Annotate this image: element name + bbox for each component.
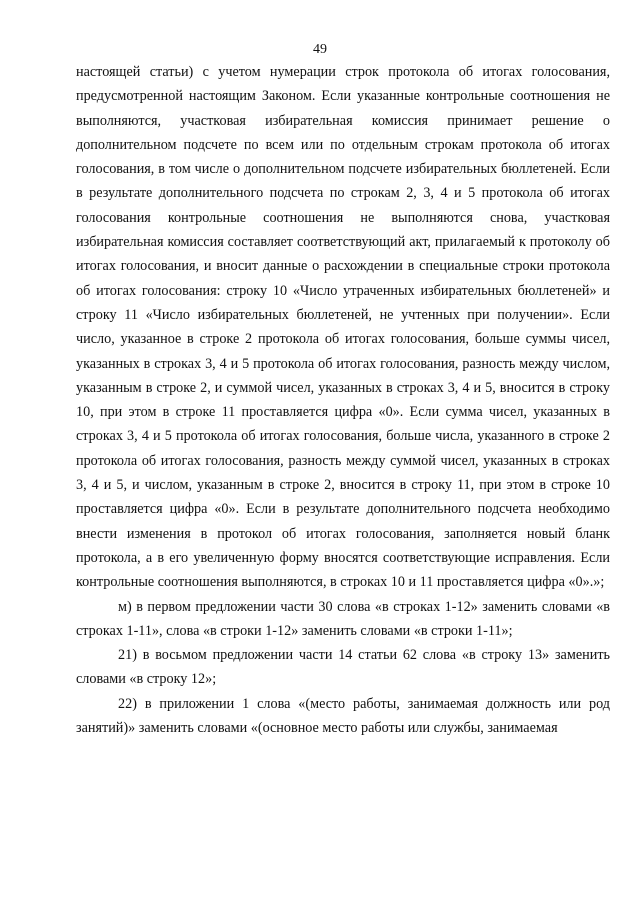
paragraph-item-m: м) в первом предложении части 30 слова «в строках 1-12» заменить словами «в строках 1-11», слова «в строки 1-12» заменить словами «в строки 1-11»; — [76, 598, 610, 639]
document-text — [76, 60, 610, 740]
paragraph-continued: настоящей статьи) с учетом нумерации строк протокола об итогах голосования, предусмотренной настоящим Законом. Если указанные контрольные соотношения не выполняются, участковая избирательная комиссия принимает решение о дополнительном подсчете по всем или по отдельным строкам протокола об итогах голосования, в том числе о дополнительном подсчете избирательных бюллетеней. Если в результате дополнительного подсчета по строкам 2, 3, 4 и 5 протокола об итогах голосования контрольные соотношения не выполняются снова, участковая избирательная комиссия составляет соответствующий акт, прилагаемый к протоколу об итогах голосования, и вносит данные о расхождении в специальные строки протокола об итогах голосования: строку 10 «Число утраченных избирательных бюллетеней» и строку 11 «Число избирательных бюллетеней, не учтенных при получении». Если число, указанное в строке 2 протокола об итогах голосования, больше суммы чисел, указанных в строках 3, 4 и 5 протокола об итогах голосования, разность между числом, указанным в строке 2, и суммой чисел, указанных в строках 3, 4 и 5, вносится в строку 10, при этом в строке 11 проставляется цифра «0». Если сумма чисел, указанных в строках 3, 4 и 5 протокола об итогах голосования, больше числа, указанного в строке 2 протокола об итогах голосования, разность между суммой чисел, указанных в строках 3, 4 и 5, и числом, указанным в строке 2, вносится в строку 11, при этом в строке 10 проставляется цифра «0». Если в результате дополнительного подсчета необходимо внести изменения в протокол об итогах голосования, заполняется новый бланк протокола, а в его увеличенную форму вносятся соответствующие исправления. Если контрольные соотношения выполняются, в строках 10 и 11 проставляется цифра «0».»; — [76, 64, 610, 591]
page-number: 49 — [313, 42, 327, 57]
paragraph-item-21: 21) в восьмом предложении части 14 статьи 62 слова «в строку 13» заменить словами «в строку 12»; — [76, 647, 610, 688]
paragraph-item-22: 22) в приложении 1 слова «(место работы, занимаемая должность или род занятий)» заменить словами «(основное место работы или службы, занимаемая — [76, 695, 610, 737]
